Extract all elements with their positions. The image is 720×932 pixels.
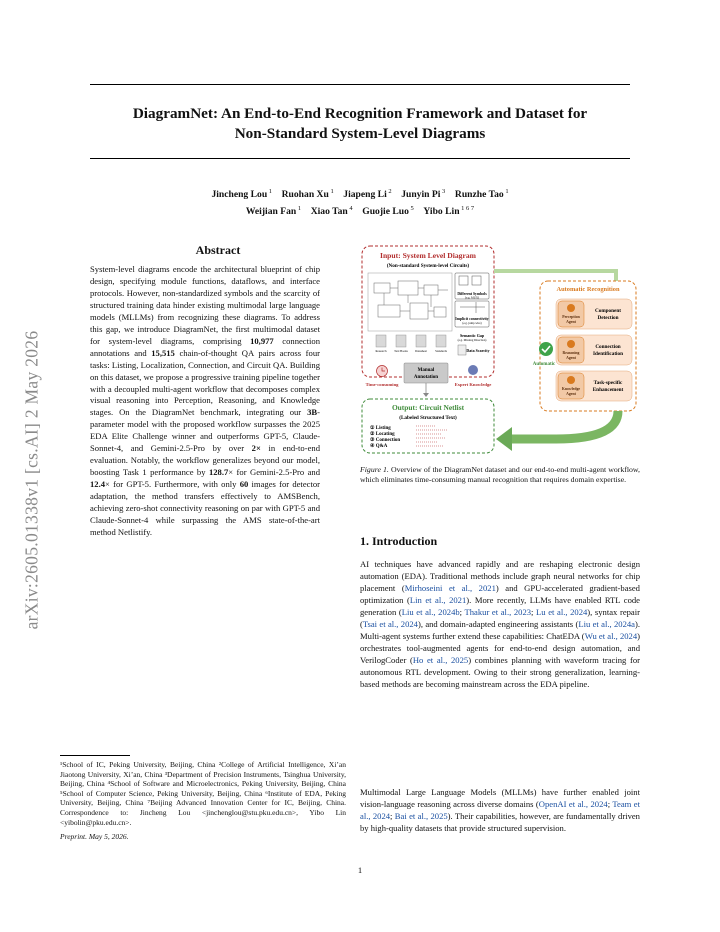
arxiv-stamp-text: arXiv:2605.01338v1 [cs.AI] 2 May 2026: [21, 330, 42, 630]
agent-name-suffix: Agent: [566, 356, 576, 360]
author-name: Guojie Luo: [362, 206, 409, 218]
text-run: images for detector adaptation, the method transfers effectively to AMSBench, achieving zero-shot connectivity reasoning on par with GPT-5 and Claude-Sonnet-4 while surpassing the AMS state-of-the-art method Netlistify.: [90, 479, 320, 537]
intro-paragraph-2: [360, 787, 640, 835]
agent-icon: [567, 376, 575, 384]
author-name: Junyin Pi: [401, 189, 441, 201]
output-item-listing: ① Listing: [370, 426, 391, 431]
agent-task: Task-specific: [593, 380, 623, 386]
label-different-symbols: Different Symbols: [457, 292, 487, 296]
citation-link[interactable]: Liu et al., 2024b: [401, 606, 460, 617]
arrow-to-output-head: [496, 427, 512, 451]
author-name: Jiapeng Li: [343, 189, 387, 201]
manual-annotation-box: [404, 363, 448, 383]
author-affiliation: 1: [503, 188, 509, 195]
expert-icon: [468, 365, 478, 375]
text-run: ) orchestrates tool-augmented agents for end-to-end design automation, and VerilogCoder (: [360, 630, 641, 665]
text-run: Multimodal Large Language Models (MLLMs) have further enabled joint vision-language reasoning across diverse domains (: [360, 787, 640, 809]
automatic-recognition-title: Automatic Recognition: [556, 286, 620, 293]
agent-name-suffix: Agent: [566, 320, 576, 324]
page-number: 1: [357, 865, 363, 875]
text-run: ), and domain-adapted engineering assistants (: [417, 618, 579, 629]
figure-1: [360, 243, 640, 455]
author-name: Yibo Lin: [423, 206, 460, 218]
agent-name: Reasoning: [562, 351, 580, 355]
mini-label-standards: Standards: [435, 349, 447, 353]
abstract-body: [90, 264, 320, 539]
text-run: × for Gemini-2.5-Pro and: [228, 467, 321, 478]
bold-value: 3B: [307, 407, 318, 418]
citation-link[interactable]: OpenAI et al., 2024: [538, 798, 608, 809]
mini-label-datasheet: Datasheet: [415, 349, 427, 353]
text-run: ;: [390, 810, 395, 821]
input-subtitle: (Non-standard System-level Circuits): [386, 263, 470, 269]
text-run: in end-to-end evaluation. Notably, the workflow generalizes beyond our model, boosting Task 1 performance by: [90, 443, 320, 478]
data-scarcity-icon: [458, 345, 466, 355]
citation-link[interactable]: Lu et al., 2024: [536, 606, 588, 617]
agent-task: Connection: [595, 344, 621, 350]
author-affiliation: 1 6 7: [459, 205, 475, 213]
citation-link[interactable]: Lin et al., 2021: [409, 594, 467, 605]
text-run: ) and GPU-accelerated gradient-based optimization (: [360, 582, 640, 605]
agent-task-line2: Enhancement: [592, 387, 624, 393]
citation-link[interactable]: Ho et al., 2025: [412, 654, 469, 665]
arrow-to-output: [510, 411, 618, 439]
arxiv-stamp: [12, 270, 52, 690]
citation-link[interactable]: Thakur et al., 2023: [464, 606, 532, 617]
citation-link[interactable]: Liu et al., 2024a: [578, 618, 635, 629]
author-list: [90, 185, 630, 219]
output-title: Output: Circuit Netlist: [391, 403, 465, 412]
preprint-note: Preprint. May 5, 2026.: [60, 832, 129, 841]
text-run: ), syntax repair (: [360, 606, 640, 629]
section-heading-introduction: 1. Introduction: [360, 534, 438, 548]
text-run: -parameter model with the proposed workflow surpasses the 2025 EDA Elite Challenge winner and outperforms GPT-5, Claude-Sonnet-4, and Gemini-2.5-Pro by over: [90, 407, 320, 454]
agent-task-line2: Detection: [597, 315, 619, 321]
bold-value: 2×: [251, 443, 261, 454]
author-affiliation: 4: [347, 205, 353, 213]
author-affiliation: 2: [386, 188, 392, 195]
input-title: Input: System Level Diagram: [380, 251, 476, 260]
time-consuming-label: Time-consuming: [365, 382, 399, 387]
author-affiliation: 3: [440, 188, 446, 195]
output-subtitle: (Labeled Structured Text): [399, 415, 457, 421]
down-arrow-head: [423, 393, 429, 397]
output-item-qa: ④ Q&A: [370, 444, 388, 449]
label-mux: (e.g. MUX): [464, 295, 480, 300]
agent-name: Knowledge: [561, 387, 581, 391]
expert-knowledge-label: Expert Knowledge: [454, 382, 492, 387]
label-jump-wire: (e.g. jump wire): [462, 321, 482, 325]
text-run: ;: [607, 798, 613, 809]
authors-line-2: [90, 202, 630, 219]
agent-task-line2: Identification: [593, 351, 623, 357]
citation-link[interactable]: Team et al., 2024: [360, 798, 640, 821]
text-run: connection annotations and: [90, 335, 320, 358]
figure-1-caption: [360, 465, 640, 485]
figure-1-graphic: [360, 243, 640, 455]
text-run: ) combines planning with waveform tracing for autonomous RTL development. Owing to their strong generalization, learning-based methods are becoming mainstream across the EDA pipeline.: [360, 654, 641, 689]
mini-label-research: Research: [375, 349, 387, 353]
text-run: ). More recently, LLMs have enabled RTL code generation (: [360, 594, 640, 617]
author-affiliation: 1: [296, 205, 302, 213]
text-run: AI techniques have advanced rapidly and are reshaping electronic design automation (EDA). Traditional methods include graph neural networks for chip placement (: [360, 559, 640, 593]
intro-paragraph-1: [360, 559, 640, 690]
title-bottom-rule: [90, 158, 630, 159]
output-item-locating: ② Locating: [370, 432, 395, 437]
agent-name-suffix: Agent: [566, 392, 576, 396]
text-run: ;: [459, 606, 465, 617]
agent-rows: [556, 299, 632, 401]
author-name: Runzhe Tao: [454, 189, 504, 201]
citation-link[interactable]: Tsai et al., 2024: [362, 618, 418, 629]
check-icon: [539, 342, 553, 356]
agent-icon: [567, 304, 575, 312]
bold-value: 128.7: [208, 467, 229, 478]
author-name: Xiao Tan: [310, 206, 348, 218]
title-line-2: Non-Standard System-Level Diagrams: [234, 125, 486, 142]
label-missing-direction: (e.g. Missing Direction): [457, 338, 487, 342]
label-semantic-gap: Semantic Gap: [459, 333, 485, 338]
manual-line2: Annotation: [413, 375, 439, 380]
citation-link[interactable]: Mirhoseini et al., 2021: [404, 582, 496, 593]
mini-label-textbooks: Text Books: [394, 349, 408, 353]
manual-line1: Manual: [417, 368, 435, 373]
text-run: chain-of-thought QA pairs across four tasks: Listing, Localization, Connection, and Circuit QA. Building on this dataset, we propose a progressive training pipeline together with a decoupled multi-agent workflow that decomposes complex visual reasoning into Perception, Reasoning, and Knowledge stages. On the DiagramNet benchmark, integrating our: [90, 347, 320, 418]
label-data-scarcity: Data Scarcity: [466, 348, 490, 353]
agent-name: Perception: [562, 315, 580, 319]
citation-link[interactable]: Bai et al., 2025: [394, 810, 448, 821]
author-affiliation: 5: [408, 205, 414, 213]
bold-value: 60: [239, 479, 249, 490]
agent-task: Component: [595, 308, 621, 314]
bold-value: 12.4: [90, 479, 106, 490]
author-name: Weijian Fan: [245, 206, 297, 218]
text-run: ). Multi-agent systems further extend these capabilities: ChatEDA (: [360, 618, 640, 641]
author-affiliation: 1: [267, 188, 273, 195]
caption-label: Figure 1.: [360, 465, 389, 474]
bold-value: 15,515: [151, 347, 175, 358]
output-item-connection: ③ Connection: [370, 438, 401, 443]
bold-value: 10,977: [250, 335, 274, 346]
text-run: ;: [531, 606, 537, 617]
title-line-1: DiagramNet: An End-to-End Recognition Framework and Dataset for: [132, 105, 588, 122]
label-implicit-connectivity: Implicit connectivity: [455, 317, 489, 321]
agent-icon: [567, 340, 575, 348]
text-run: × for GPT-5. Furthermore, with only: [105, 479, 240, 490]
author-name: Jincheng Lou: [211, 189, 268, 201]
footnote-rule: [60, 755, 130, 756]
paper-title: [90, 104, 630, 144]
authors-line-1: [90, 185, 630, 202]
caption-text: Overview of the DiagramNet dataset and our end-to-end multi-agent workflow, which eliminates time-consuming manual recognition that requires domain expertise.: [360, 465, 640, 485]
citation-link[interactable]: Wu et al., 2024: [584, 630, 638, 641]
text-run: System-level diagrams encode the architectural blueprint of chip design, specifying module functions, dataflows, and interface protocols. However, non-standardized symbols and the scarcity of structured training data hinder existing multimodal large language models (MLLMs) from recognizing these diagrams. To address this gap, we introduce DiagramNet, the first multimodal dataset for system-level diagrams, comprising: [90, 264, 320, 346]
text-run: ). Their capabilities, however, are fundamentally driven by high-quality datasets that provide structured supervision.: [360, 810, 640, 833]
abstract-heading: Abstract: [195, 243, 241, 257]
author-name: Ruohan Xu: [281, 189, 329, 201]
automatic-label: Automatic: [532, 362, 556, 367]
author-affiliation: 1: [328, 188, 334, 195]
top-rule: [90, 84, 630, 85]
affiliations-footnote: ¹School of IC, Peking University, Beijing, China ²College of Artificial Intelligence, Xi’an Jiaotong University, Xi’an, China ³Department of Precision Instruments, Tsinghua University, Beijing, China ⁴School of Software and Microelectronics, Peking University, Beijing, China ⁵School of Computer Science, Peking University, Beijing, China ⁶Institute of EDA, Peking University, Beijing, China ⁷Beijing Advanced Innovation Center for IC, Beijing, China. Correspondence to: Jincheng Lou <jinchenglou@stu.pku.edu.cn>, Yibo Lin <yibolin@pku.edu.cn>.: [60, 760, 346, 827]
